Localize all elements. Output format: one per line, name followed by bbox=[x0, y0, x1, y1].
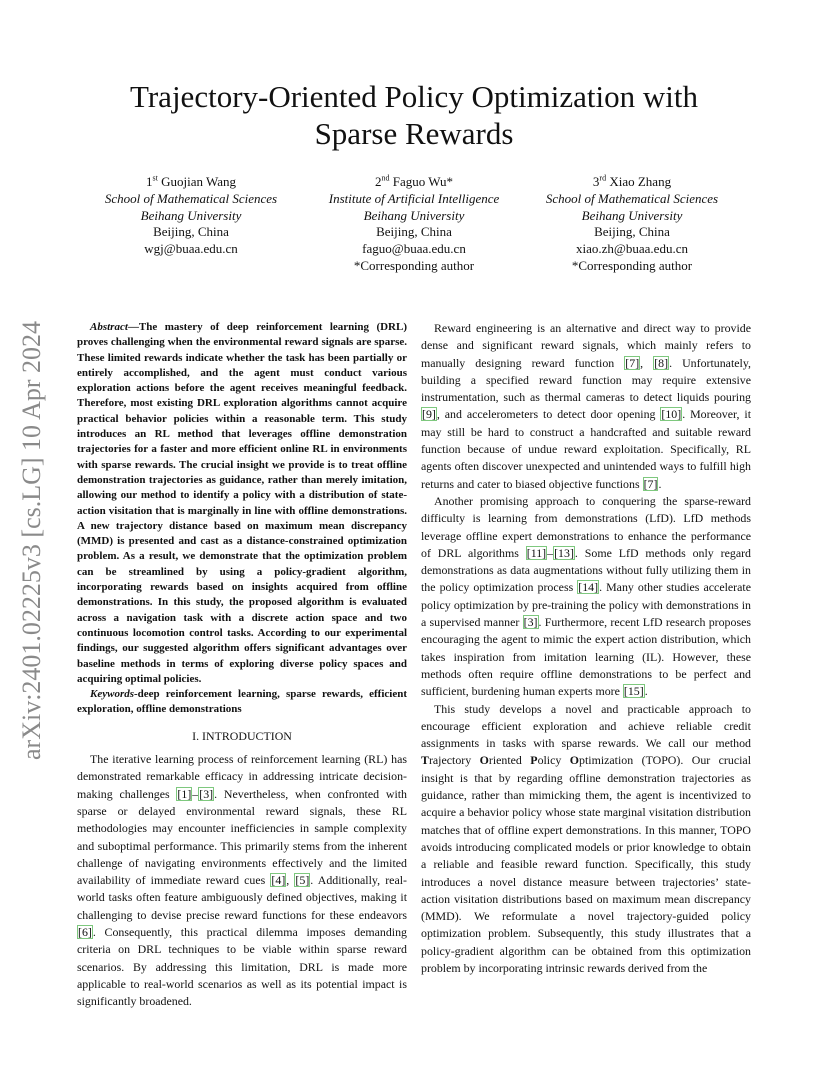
section-heading-introduction: I. INTRODUCTION bbox=[192, 728, 292, 743]
citation-link[interactable]: [3] bbox=[199, 786, 214, 801]
body-paragraph-topo: This study develops a novel and practicable approach to encourage efficient exploration and achieve reliable credit assignments in tasks with sparse rewards. We call our method Trajectory Oriented Policy Optimization (TOPO). Our crucial insight is that by regarding offline demonstration trajectories as guidance, rather than mimicking them, the agent is incentivized to acquire a behavior policy whose state marginal visitation distribution matches that of offline expert demonstrations. In this manner, TOPO avoids introducing complicated models or prior knowledge to obtain a reliable and feasible reward function. Specifically, this study introduces a novel distance measure between trajectories’ state-action visitation distributions based on maximum mean discrepancy (MMD). We reformulate a novel trajectory-guided policy optimization problem. Subsequently, this study illustrates that a policy-gradient algorithm can be obtained from this optimization problem by incorporating intrinsic rewards derived from the bbox=[421, 701, 751, 975]
keywords bbox=[77, 687, 407, 718]
author-email: faguo@buaa.edu.cn bbox=[362, 241, 466, 257]
title-line-1: Trajectory-Oriented Policy Optimization with bbox=[130, 79, 698, 114]
citation-link[interactable]: [15] bbox=[623, 684, 644, 699]
author-note: *Corresponding author bbox=[353, 257, 475, 273]
body-paragraph-reward-engineering: Reward engineering is an alternative and direct way to provide dense and significant reward signals, which mainly refers to manually designing reward function [7], [8]. Unfortunately, building a specified reward function may require extensive instrumentation, such as thermal cameras to detect liquids pouring [9], and accelerometers to detect door opening [10]. Moreover, it may still be hard to construct a handcrafted and suitable reward function because of undue reward exploitation. Specifically, RL agents often discover unexpected and unintended ways to fulfill high returns and cater to biased objective functions [7]. bbox=[421, 321, 751, 491]
author-department: Institute of Artificial Intelligence bbox=[328, 190, 500, 206]
author-email: wgj@buaa.edu.cn bbox=[144, 241, 238, 257]
author-name-line: 3rd Xiao Zhang bbox=[592, 173, 672, 189]
keywords-lead: Keywords bbox=[90, 688, 134, 701]
citation-link[interactable]: [14] bbox=[578, 580, 599, 595]
abstract bbox=[77, 320, 407, 687]
citation-link[interactable]: [1] bbox=[177, 786, 192, 801]
keywords-text: -deep reinforcement learning, sparse rewards, efficient exploration, offline demonstrations bbox=[77, 688, 407, 716]
author-university: Beihang University bbox=[581, 207, 683, 223]
author-block-2 bbox=[294, 174, 534, 275]
author-city: Beijing, China bbox=[376, 224, 452, 240]
citation-link[interactable]: [5] bbox=[295, 873, 310, 888]
author-city: Beijing, China bbox=[594, 224, 670, 240]
arxiv-id-text: arXiv:2401.02225v3 [cs.LG] 10 Apr 2024 bbox=[17, 320, 46, 760]
citation-link[interactable]: [13] bbox=[554, 545, 574, 560]
citation-link[interactable]: [11] bbox=[526, 545, 547, 560]
citation-link[interactable]: [7] bbox=[625, 355, 640, 370]
citation-link[interactable]: [4] bbox=[271, 873, 286, 888]
citation-link[interactable]: [9] bbox=[422, 407, 436, 422]
citation-link[interactable]: [10] bbox=[661, 407, 682, 422]
author-block-1 bbox=[71, 174, 311, 258]
author-department: School of Mathematical Sciences bbox=[104, 190, 278, 206]
right-column bbox=[421, 320, 751, 977]
author-university: Beihang University bbox=[363, 207, 465, 223]
abstract-text: —The mastery of deep reinforcement learning (DRL) proves challenging when the environmental reward signals are sparse. These limited rewards indicate whether the task has been partially or entirely accomplished, and the agent must conduct various exploration actions before the agent receives meaningful feedback. Therefore, most existing DRL exploration algorithms cannot acquire practical behavior policies within a reasonable term. This study introduces an RL method that leverages offline demonstration trajectories for a faster and more efficient online RL in environments with sparse rewards. The crucial insight we provide is to treat offline demonstration trajectories as guidance, rather than merely imitation, allowing our method to identify a policy with a distribution of state-action visitation that is marginally in line with offline demonstrations. A new trajectory distance based on maximum mean discrepancy (MMD) is presented and cast as a distance-constrained optimization problem. As a result, we demonstrate that the optimization problem can be streamlined by using a policy-gradient algorithm, incorporating rewards based on insights acquired from offline demonstrations. In this study, the proposed algorithm is evaluated across a navigation task with a discrete action space and two continuous locomotion control tasks. According to our experimental findings, our suggested algorithm offers significant advantages over baseline methods in terms of exploring diverse policy spaces and acquiring optimal policies. bbox=[77, 321, 407, 685]
abstract-lead: Abstract bbox=[90, 321, 128, 333]
author-block-3 bbox=[512, 174, 752, 275]
body-paragraph-lfd: Another promising approach to conquering the sparse-reward difficulty is learning from demonstrations (LfD). LfD methods leverage offline expert demonstrations to enhance the performance of DRL algorithms [11]–[13]. Some LfD methods only regard demonstrations as data augmentations without fully utilizing them in the policy optimization process [14]. Many other studies accelerate policy optimization by pre-training the policy with demonstrations in a supervised manner [3]. Furthermore, recent LfD research proposes encouraging the agent to mimic the expert action distribution, which takes inspiration from imitation learning (IL). However, these methods often require offline demonstrations to be perfect and sufficient, burdening human experts more [15]. bbox=[421, 493, 752, 699]
arxiv-identifier-stamp bbox=[15, 290, 55, 760]
citation-link[interactable]: [8] bbox=[654, 355, 669, 370]
author-university: Beihang University bbox=[140, 207, 242, 223]
intro-paragraph-1: The iterative learning process of reinforcement learning (RL) has demonstrated remarkable efficacy in addressing intricate decision-making challenges [1]–[3]. Nevertheless, when confronted with sparse or delayed environmental reward signals, these RL methodologies may encounter inefficiencies in sample complexity and suboptimal performance. This primarily stems from the inherent challenge of navigating environments effectively and the limited availability of immediate reward cues [4], [5]. Additionally, real-world tasks often feature ambiguously defined objectives, making it challenging to devise precise reward functions for these endeavors [6]. Consequently, this practical dilemma imposes demanding criteria on DRL techniques to be viable within sparse reward scenarios. By addressing this limitation, DRL is made more applicable to real-world scenarios as well as its potential impact is significantly broadened. bbox=[77, 752, 407, 1009]
author-city: Beijing, China bbox=[153, 224, 229, 240]
author-name-line: 1st Guojian Wang bbox=[146, 173, 236, 189]
author-name-line: 2nd Faguo Wu* bbox=[374, 173, 453, 189]
citation-link[interactable]: [7] bbox=[643, 476, 658, 491]
left-column bbox=[77, 320, 407, 1010]
author-department: School of Mathematical Sciences bbox=[545, 190, 719, 206]
title-line-2: Sparse Rewards bbox=[314, 116, 514, 151]
citation-link[interactable]: [6] bbox=[78, 924, 92, 939]
paper-title bbox=[80, 78, 748, 152]
author-note: *Corresponding author bbox=[571, 257, 693, 273]
author-email: xiao.zh@buaa.edu.cn bbox=[576, 241, 688, 257]
citation-link[interactable]: [3] bbox=[523, 615, 538, 630]
